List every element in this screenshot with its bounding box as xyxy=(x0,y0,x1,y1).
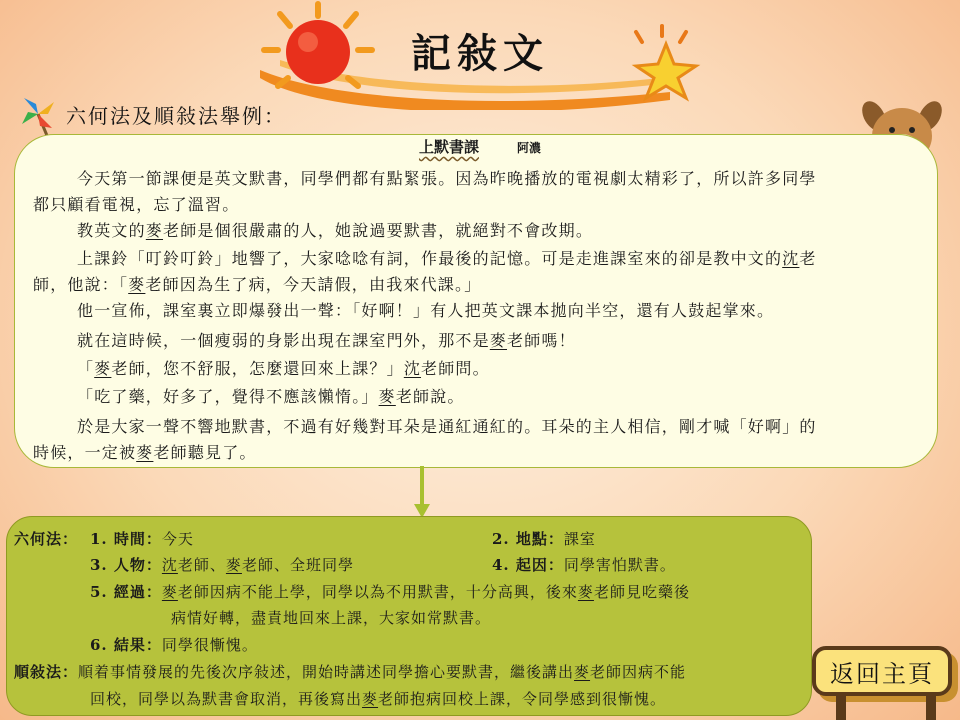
story-paragraph-8 xyxy=(0,414,960,466)
underlined-name: 沈 xyxy=(403,359,422,378)
people-row xyxy=(90,553,354,577)
underlined-name: 麥 xyxy=(145,221,164,240)
place-value: 課室 xyxy=(563,530,596,548)
process-text: 老師見吃藥後 xyxy=(593,583,690,601)
paragraph-text: 老 xyxy=(799,249,817,268)
paragraph-text: 都只顧看電視，忘了溫習。 xyxy=(33,195,240,214)
sequence-row-2 xyxy=(90,687,666,711)
paragraph-text: 教英文的 xyxy=(77,221,146,240)
time-label: 1. 時間： xyxy=(90,530,162,548)
paragraph-text: 於是大家一聲不響地默書，不過有好幾對耳朵是通紅通紅的。耳朵的主人相信，剛才喊「好啊」的 xyxy=(77,417,817,436)
six-w-label: 六何法： xyxy=(14,530,79,548)
paragraph-text: 「 xyxy=(77,359,95,378)
paragraph-text: 老師，您不舒服，怎麼還回來上課？」 xyxy=(111,359,404,378)
down-arrow-icon xyxy=(414,466,430,518)
paragraph-text: 他一宣佈，課室裏立即爆發出一聲：「好啊！」有人把英文課本拋向半空，還有人鼓起掌來。 xyxy=(77,301,775,320)
time-value: 今天 xyxy=(161,530,194,548)
underlined-name: 麥 xyxy=(362,690,379,708)
sequence-label: 順敍法： xyxy=(14,663,79,681)
people-text: 老師、 xyxy=(177,556,226,574)
sequence-text: 順着事情發展的先後次序敍述，開始時講述同學擔心要默書，繼後講出 xyxy=(78,663,575,681)
story-paragraph-4 xyxy=(0,298,960,324)
story-author: 阿濃 xyxy=(517,141,542,155)
result-row xyxy=(90,633,258,657)
story-paragraph-1 xyxy=(0,166,960,218)
result-value: 同學很慚愧。 xyxy=(161,636,258,654)
back-to-home-button[interactable]: 返回主頁 xyxy=(812,646,952,696)
sequence-row xyxy=(14,660,686,684)
paragraph-text: 上課鈴「叮鈴叮鈴」地響了，大家唸唸有詞，作最後的記憶。可是走進課室來的卻是教中文的 xyxy=(77,249,783,268)
paragraph-text: 老師聽見了。 xyxy=(153,443,257,462)
underlined-name: 麥 xyxy=(161,583,178,601)
paragraph-text: 老師說。 xyxy=(395,387,465,406)
process-row-2: 病情好轉，盡責地回來上課，大家如常默書。 xyxy=(171,609,492,627)
cause-row xyxy=(492,553,676,577)
cause-label: 4. 起因： xyxy=(492,556,564,574)
section-heading: 六何法及順敍法舉例： xyxy=(66,104,286,128)
page-title: 記敍文 xyxy=(411,30,549,77)
underlined-name: 麥 xyxy=(574,663,591,681)
sequence-text: 老師抱病回校上課，令同學感到很慚愧。 xyxy=(378,690,667,708)
process-row xyxy=(90,580,690,604)
paragraph-text: 老師嗎！ xyxy=(507,331,576,350)
story-paragraph-2 xyxy=(0,218,960,244)
underlined-name: 麥 xyxy=(136,443,154,462)
underlined-name: 麥 xyxy=(577,583,594,601)
underlined-name: 麥 xyxy=(489,331,508,350)
paragraph-text: 師，他說：「 xyxy=(33,275,129,294)
people-text: 老師、全班同學 xyxy=(241,556,354,574)
sequence-text: 回校，同學以為默書會取消，再後寫出 xyxy=(90,690,363,708)
story-heading xyxy=(0,136,960,157)
paragraph-text: 時候，一定被 xyxy=(33,443,137,462)
paragraph-text: 老師是個很嚴肅的人，她說過要默書，就絕對不會改期。 xyxy=(163,221,594,240)
paragraph-text: 「吃了藥，好多了，覺得不應該懶惰。」 xyxy=(77,387,379,406)
people-label: 3. 人物： xyxy=(90,556,162,574)
process-label: 5. 經過： xyxy=(90,583,162,601)
underlined-name: 麥 xyxy=(94,359,112,378)
story-paragraph-6 xyxy=(0,356,960,382)
paragraph-text: 今天第一節課便是英文默書，同學們都有點緊張。因為昨晚播放的電視劇太精彩了，所以許多同學 xyxy=(77,169,817,188)
sequence-text: 老師因病不能 xyxy=(590,663,687,681)
paragraph-text: 就在這時候，一個瘦弱的身影出現在課室門外，那不是 xyxy=(77,331,490,350)
time-row xyxy=(90,527,194,551)
story-title: 上默書課 xyxy=(418,138,479,156)
cause-value: 同學害怕默書。 xyxy=(563,556,676,574)
story-paragraph-7 xyxy=(0,384,960,410)
result-label: 6. 結果： xyxy=(90,636,162,654)
process-text: 老師因病不能上學，同學以為不用默書，十分高興，後來 xyxy=(177,583,578,601)
place-row xyxy=(492,527,596,551)
underlined-name: 麥 xyxy=(225,556,242,574)
underlined-name: 麥 xyxy=(128,275,146,294)
place-label: 2. 地點： xyxy=(492,530,564,548)
story-paragraph-3 xyxy=(0,246,960,298)
underlined-name: 麥 xyxy=(378,387,396,406)
button-legs-decoration xyxy=(826,694,946,720)
underlined-name: 沈 xyxy=(782,249,800,268)
story-paragraph-5 xyxy=(0,328,960,354)
paragraph-text: 老師因為生了病，今天請假，由我來代課。」 xyxy=(145,275,482,294)
underlined-name: 沈 xyxy=(161,556,178,574)
paragraph-text: 老師問。 xyxy=(421,359,490,378)
